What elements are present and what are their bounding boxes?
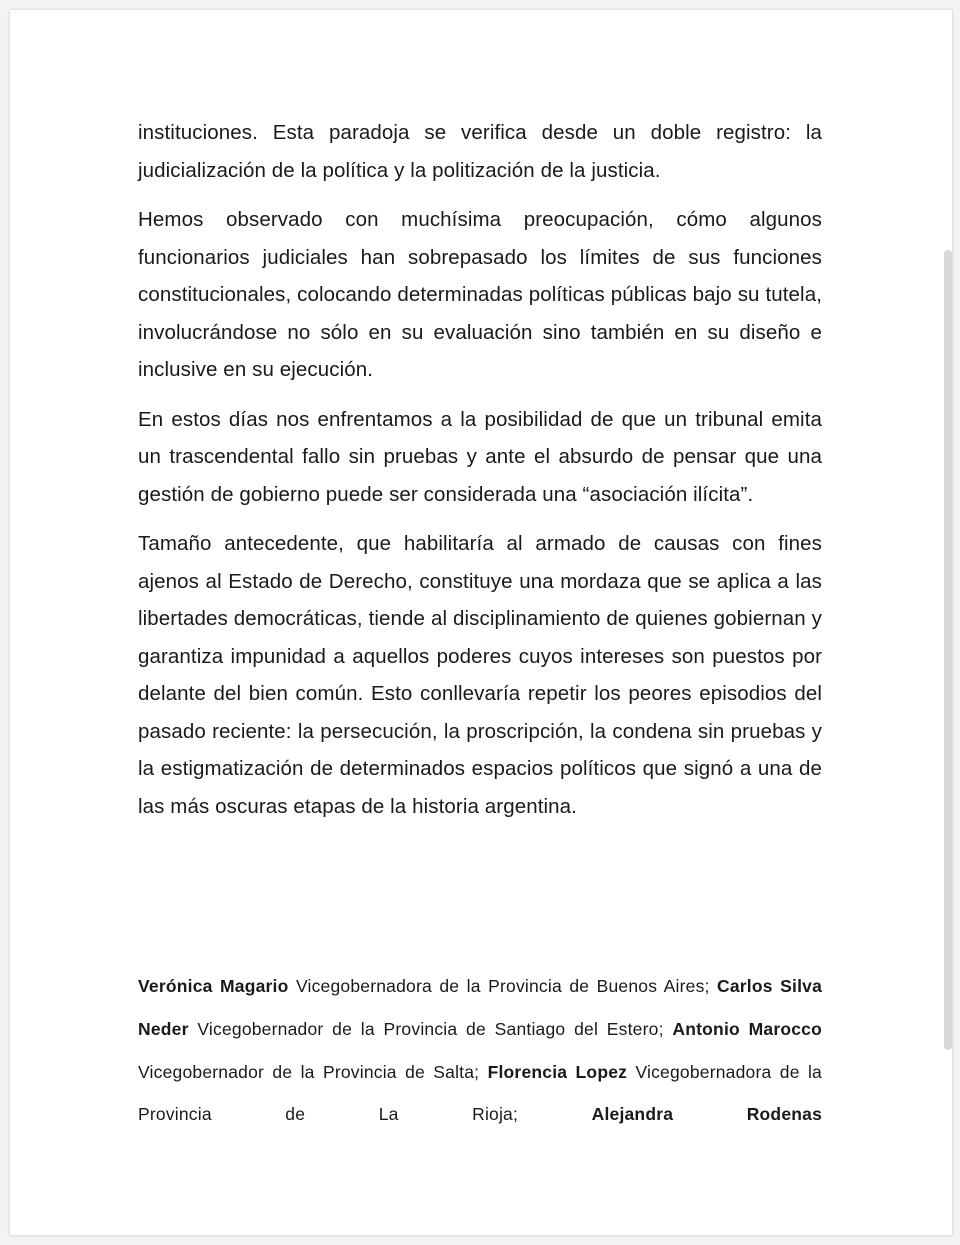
signatory-name: Carlos Silva Neder [138, 976, 822, 1039]
signatory-role: Vicegobernador de la Provincia de Santiago del Estero; [197, 1018, 664, 1039]
paragraph-4: Tamaño antecedente, que habilitaría al armado de causas con fines ajenos al Estado de Derecho, constituye una mordaza que se aplica a las libertades democráticas, tiende al disciplinamiento de quienes gobiernan y garantiza impunidad a aquellos poderes cuyos intereses son puestos por delante del bien común. Esto conllevaría repetir los peores episodios del pasado reciente: la persecución, la proscripción, la condena sin pruebas y la estigmatización de determinados espacios políticos que signó a una de las más oscuras etapas de la historia argentina. [138, 532, 822, 818]
signatory-name: Verónica Magario [138, 976, 289, 996]
signatory-role: Vicegobernador de la Provincia de Salta; [138, 1061, 480, 1082]
vertical-scrollbar[interactable] [944, 250, 952, 1050]
signatory-role: Vicegobernadora de la Provincia de Buenos Aires; [295, 976, 710, 996]
paragraph-2: Hemos observado con muchísima preocupación, cómo algunos funcionarios judiciales han sobrepasado los límites de sus funciones constitucionales, colocando determinadas políticas públicas bajo su tutela, involucrándose no sólo en su evaluación sino también en su diseño e inclusive en su ejecución. [138, 208, 822, 381]
paragraph-1: instituciones. Esta paradoja se verifica desde un doble registro: la judicialización de la política y la politización de la justicia. [138, 121, 822, 182]
document-page [10, 10, 952, 1235]
signatory-role: Vicegobernadora de la Provincia de La Rioja; [138, 1061, 822, 1125]
signatory-name: Antonio Marocco [672, 1018, 823, 1039]
document-body [138, 114, 822, 837]
paragraph-3: En estos días nos enfrentamos a la posibilidad de que un tribunal emita un trascendental fallo sin pruebas y ante el absurdo de pensar que una gestión de gobierno puede ser considerada una “asociación ilícita”. [138, 407, 822, 506]
signatories-block [138, 965, 822, 1136]
signatory-name: Alejandra Rodenas [591, 1104, 823, 1125]
signatory-name: Florencia Lopez [487, 1061, 628, 1082]
